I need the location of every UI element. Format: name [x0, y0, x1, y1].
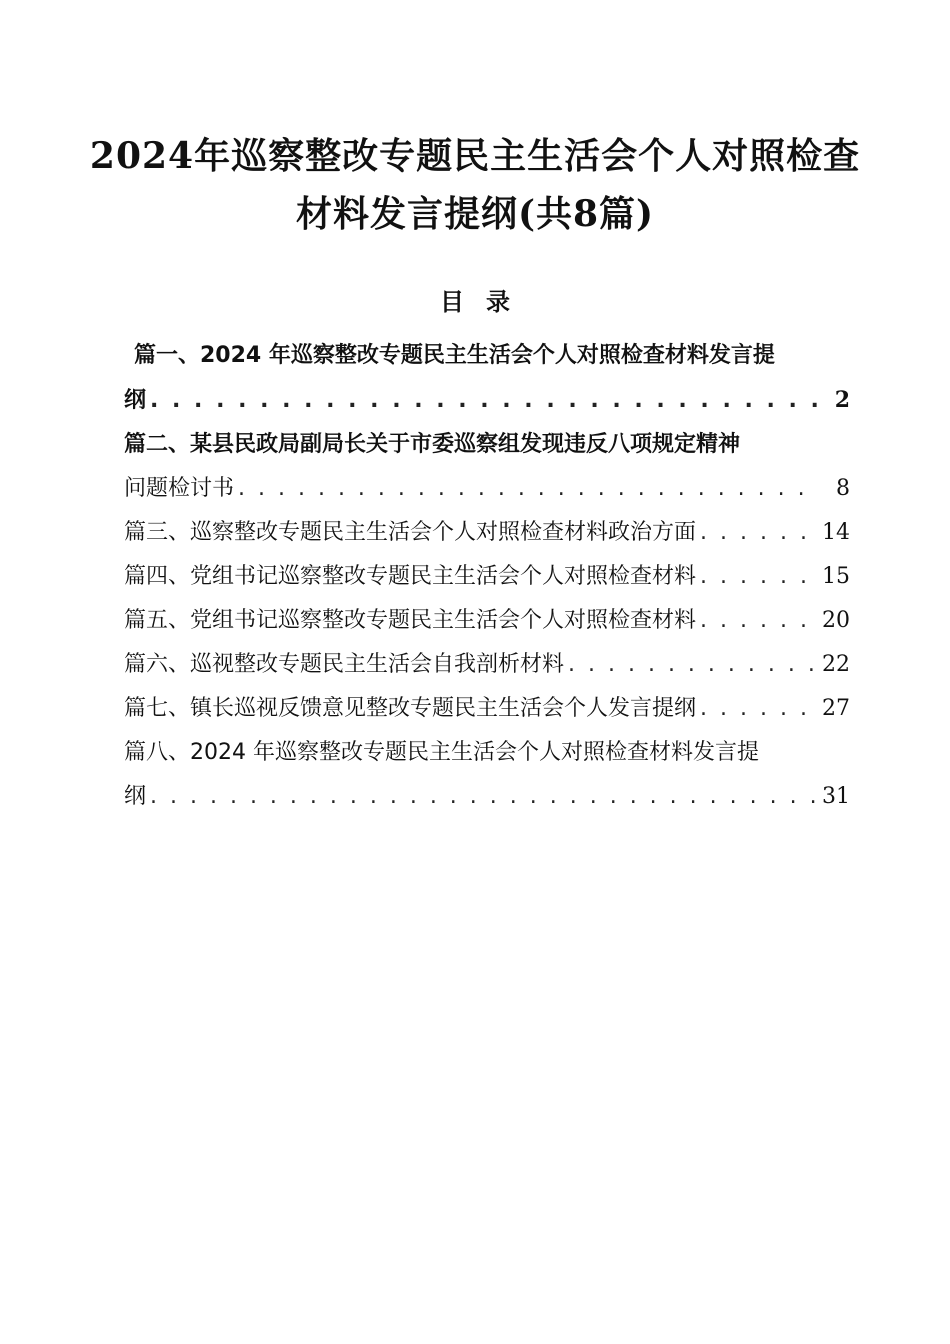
toc-entry-1-title: 篇一、2024 年巡察整改专题民主生活会个人对照检查材料发言提: [134, 343, 775, 368]
toc-entry-8[interactable]: [124, 731, 850, 819]
toc-entry-2-title-cont: 问题检讨书: [124, 476, 235, 501]
toc-entry-4-page: 15: [822, 564, 850, 589]
toc-entry-4-title: 篇四、党组书记巡察整改专题民主生活会个人对照检查材料: [124, 564, 697, 589]
toc-entry-2-page: 8: [836, 476, 850, 501]
toc-entry-8-title: 篇八、2024 年巡察整改专题民主生活会个人对照检查材料发言提: [124, 740, 759, 765]
dot-leader: [700, 555, 818, 599]
toc-entry-3-page: 14: [822, 520, 850, 545]
toc-entry-1-page: 2: [834, 387, 850, 413]
toc-entry-2-title: 篇二、某县民政局副局长关于市委巡察组发现违反八项规定精神: [124, 432, 741, 457]
dot-leader: [700, 511, 818, 555]
toc-entry-8-title-cont: 纲: [124, 784, 147, 809]
toc-entry-1[interactable]: [124, 334, 850, 423]
dot-leader: [150, 775, 818, 819]
toc-heading: 目录: [440, 288, 532, 316]
table-of-contents: [124, 334, 850, 819]
toc-entry-4[interactable]: [124, 555, 850, 599]
document-title-line-1: 2024年巡察整改专题民主生活会个人对照检查: [89, 135, 861, 177]
toc-entry-8-page: 31: [822, 784, 850, 809]
toc-entry-1-title-cont: 纲: [124, 388, 147, 413]
toc-entry-6[interactable]: [124, 643, 850, 687]
dot-leader: [700, 599, 818, 643]
dot-leader: [568, 643, 818, 687]
toc-entry-5-page: 20: [822, 608, 850, 633]
dot-leader: [150, 379, 818, 423]
toc-entry-7-title: 篇七、镇长巡视反馈意见整改专题民主生活会个人发言提纲: [124, 696, 697, 721]
toc-entry-3-title: 篇三、巡察整改专题民主生活会个人对照检查材料政治方面: [124, 520, 697, 545]
toc-entry-6-page: 22: [822, 652, 850, 677]
toc-entry-5-title: 篇五、党组书记巡察整改专题民主生活会个人对照检查材料: [124, 608, 697, 633]
toc-entry-5[interactable]: [124, 599, 850, 643]
toc-entry-7[interactable]: [124, 687, 850, 731]
dot-leader: [700, 687, 818, 731]
toc-entry-7-page: 27: [822, 696, 850, 721]
dot-leader: [238, 467, 818, 511]
toc-entry-3[interactable]: [124, 511, 850, 555]
toc-entry-2[interactable]: [124, 423, 850, 511]
document-title-line-2: 材料发言提纲(共8篇): [295, 193, 655, 235]
toc-entry-6-title: 篇六、巡视整改专题民主生活会自我剖析材料: [124, 652, 565, 677]
